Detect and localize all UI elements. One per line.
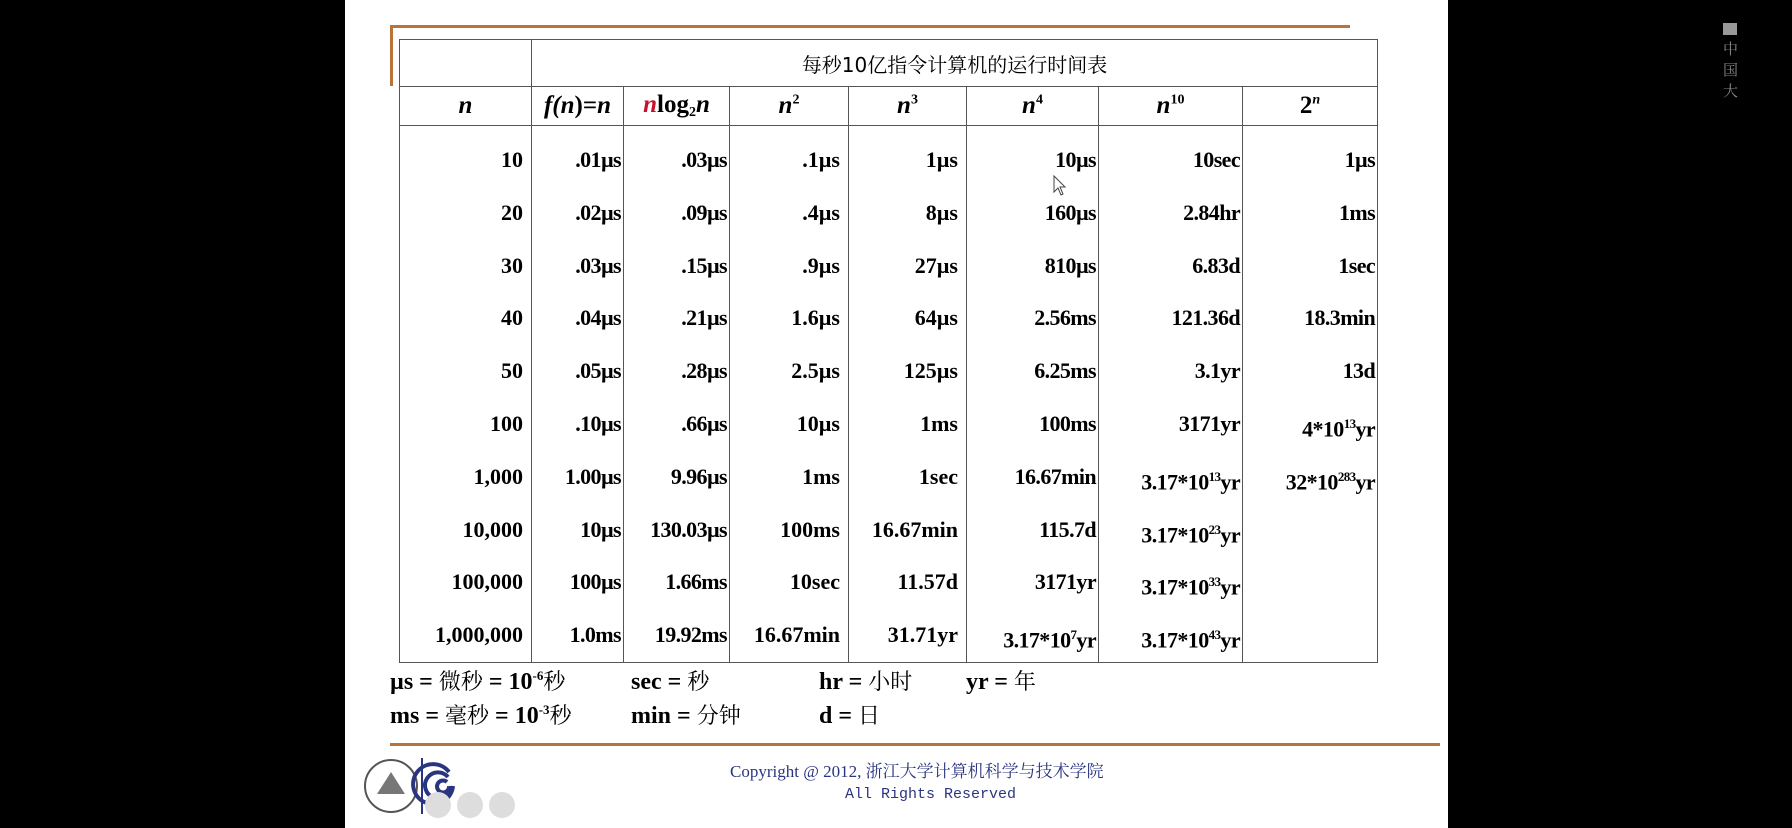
table-cell: 1.0ms	[569, 622, 621, 648]
table-cell: 1µs	[1344, 147, 1376, 172]
legend-d: d = 日	[819, 703, 881, 729]
table-cell: .05µs	[575, 358, 621, 384]
table-cell: 16.67min	[753, 622, 840, 648]
column-2n	[1243, 126, 1378, 663]
legend-sec: sec = 秒	[631, 669, 710, 695]
table-cell: .66µs	[681, 410, 727, 436]
table-cell: 31.71yr	[887, 622, 958, 648]
table-cell: .09µs	[681, 199, 727, 225]
table-title: 每秒10亿指令计算机的运行时间表	[532, 40, 1378, 87]
table-cell: 115.7d	[1039, 516, 1096, 542]
bottom-rule	[390, 743, 1440, 746]
runtime-table	[399, 39, 1378, 663]
column-n	[400, 126, 532, 663]
table-cell: $3.17*10^{43}yr$	[1141, 627, 1240, 653]
table-cell: 2.5µs	[791, 358, 840, 384]
table-cell: 6.25ms	[1034, 358, 1096, 384]
table-cell: .02µs	[575, 199, 621, 225]
header-fn: f(n)=n	[532, 87, 624, 126]
table-cell: 8µs	[925, 199, 958, 225]
column-n2	[730, 126, 849, 663]
table-cell: 9.96µs	[670, 463, 727, 489]
table-cell: .10µs	[575, 410, 621, 436]
left-rule	[390, 25, 393, 86]
header-2n: 2$^n$	[1243, 87, 1378, 126]
table-cell: .28µs	[681, 358, 727, 384]
header-n3: $n^3$	[849, 87, 967, 126]
table-cell: $3.17*10^{13}yr$	[1141, 468, 1240, 495]
table-cell: 2.56ms	[1034, 305, 1096, 331]
table-cell: .1µs	[802, 147, 840, 172]
table-cell: 125µs	[903, 358, 958, 384]
header-nlogn: nlog2n	[624, 87, 730, 126]
table-cell: 160µs	[1044, 199, 1096, 225]
mouse-cursor-icon	[1053, 175, 1067, 197]
table-cell: $4*10^{13}yr$	[1302, 415, 1376, 442]
slide	[345, 0, 1739, 828]
watermark-text: 中国大	[1723, 40, 1739, 100]
table-cell: 1,000	[473, 463, 523, 489]
table-cell: 10µs	[796, 410, 840, 436]
zoom-control-icon[interactable]	[457, 792, 483, 818]
table-cell: 20	[501, 199, 523, 225]
column-n4	[967, 126, 1099, 663]
table-cell: 16.67min	[871, 516, 958, 542]
table-cell: 10,000	[462, 516, 523, 542]
legend-hr: hr = 小时	[819, 669, 913, 695]
table-cell: 1ms	[802, 463, 840, 489]
table-cell: 27µs	[914, 252, 958, 278]
table-cell: 3171yr	[1178, 410, 1240, 436]
table-cell: $3.17*10^{33}yr$	[1141, 574, 1240, 600]
table-cell: 100µs	[569, 569, 621, 595]
column-n10	[1099, 126, 1243, 663]
header-n10: $n^{10}$	[1099, 87, 1243, 126]
table-cell: 121.36d	[1171, 305, 1240, 331]
table-cell: 10µs	[580, 516, 621, 542]
prev-control-icon[interactable]	[425, 792, 451, 818]
legend-ms: ms = 毫秒 = $10^{-3}$秒	[390, 702, 572, 729]
legend-min: min = 分钟	[631, 703, 741, 729]
table-cell: .4µs	[802, 199, 840, 225]
rights-reserved: All Rights Reserved	[845, 786, 1017, 803]
table-cell: 50	[501, 358, 523, 384]
copyright: Copyright @ 2012, 浙江大学计算机科学与技术学院	[730, 762, 1104, 781]
table-cell: .03µs	[575, 252, 621, 278]
column-n3	[849, 126, 967, 663]
table-cell: $3.17*10^{23}yr$	[1141, 521, 1240, 547]
table-cell: 30	[501, 252, 523, 278]
column-nlogn	[624, 126, 730, 663]
table-cell: 1.66ms	[665, 569, 727, 595]
table-cell: .15µs	[681, 252, 727, 278]
top-rule	[390, 25, 1350, 28]
corner-cell	[400, 40, 532, 87]
table-cell: 3171yr	[1034, 569, 1096, 595]
table-cell: 6.83d	[1192, 252, 1240, 278]
table-cell: 64µs	[914, 305, 958, 331]
table-cell: 1ms	[1339, 199, 1376, 225]
header-n: n	[400, 87, 532, 126]
table-cell: .03µs	[681, 147, 727, 172]
column-fn	[532, 126, 624, 663]
table-cell: 1sec	[1338, 252, 1376, 278]
legend-yr: yr = 年	[966, 669, 1036, 695]
table-cell: 1.6µs	[791, 305, 840, 331]
table-cell: 100	[490, 410, 523, 436]
table-cell: 1µs	[925, 147, 958, 172]
table-cell: 1,000,000	[435, 622, 523, 648]
table-cell: 2.84hr	[1183, 199, 1240, 225]
table-cell: 130.03µs	[650, 516, 727, 542]
table-cell: 1sec	[918, 463, 958, 489]
table-cell: .04µs	[575, 305, 621, 331]
table-cell: 10sec	[789, 569, 840, 595]
watermark-icon	[1723, 23, 1737, 35]
table-cell: 19.92ms	[654, 622, 727, 648]
header-n2: $n^2$	[730, 87, 849, 126]
table-cell: 13d	[1342, 358, 1376, 384]
table-cell: 100ms	[1039, 410, 1096, 436]
table-cell: 1ms	[920, 410, 958, 436]
more-control-icon[interactable]	[489, 792, 515, 818]
header-n4: $n^4$	[967, 87, 1099, 126]
table-cell: .01µs	[575, 147, 621, 172]
table-cell: 10µs	[1055, 147, 1096, 172]
table-cell: .21µs	[681, 305, 727, 331]
table-cell: .9µs	[802, 252, 840, 278]
table-cell: 100,000	[451, 569, 523, 595]
table-cell: 11.57d	[897, 569, 958, 595]
table-cell: 810µs	[1044, 252, 1096, 278]
legend-us: µs = 微秒 = $10^{-6}$秒	[390, 668, 566, 695]
table-cell: 16.67min	[1014, 463, 1096, 489]
table-cell: 10sec	[1192, 147, 1240, 172]
table-cell: $3.17*10^7yr$	[1003, 627, 1096, 653]
watermark	[1723, 20, 1739, 101]
table-cell: 100ms	[780, 516, 840, 542]
table-cell: 1.00µs	[564, 463, 621, 489]
table-cell: 18.3min	[1304, 305, 1376, 331]
table-cell: 40	[501, 305, 523, 331]
table-cell: $32*10^{283}yr$	[1285, 468, 1376, 495]
table-cell: 3.1yr	[1194, 358, 1240, 384]
table-cell: 10	[501, 147, 523, 172]
